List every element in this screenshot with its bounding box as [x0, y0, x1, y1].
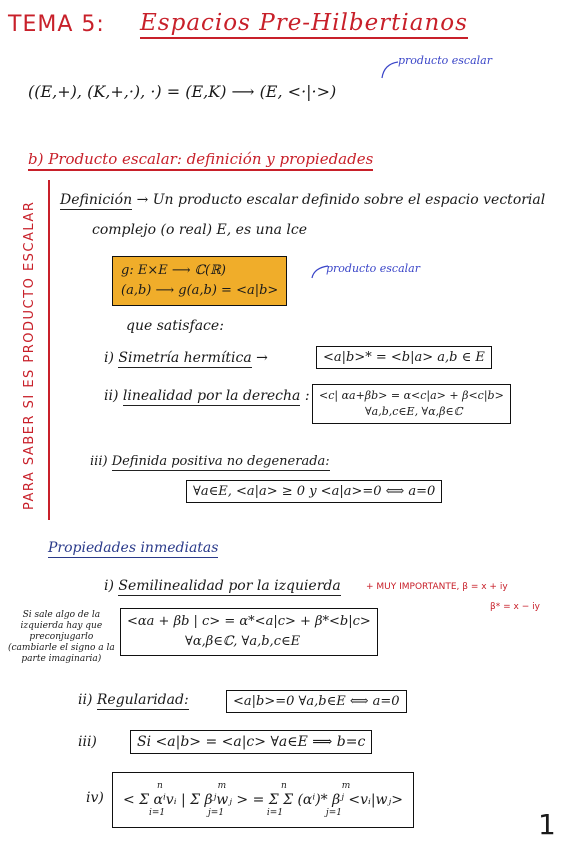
imm-iii-formula: Si <a|b> = <a|c> ∀a∈E ⟹ b=c: [130, 730, 372, 754]
side-bracket: [48, 180, 50, 520]
imm-iv-num: iv): [86, 790, 104, 806]
imm-iii-num: iii): [78, 734, 97, 750]
header-note-arrow: [378, 60, 402, 80]
imm-i-note1: + MUY IMPORTANTE, β = x + iy: [366, 582, 508, 592]
imm-i-note2: β* = x − iy: [490, 602, 540, 612]
header-formula: ((E,+), (K,+,·), ·) = (E,K) ⟶ (E, <·|·>): [28, 82, 337, 101]
prop-i: i) Simetría hermítica →: [104, 350, 268, 366]
page-title: Espacios Pre-Hilbertianos: [140, 10, 468, 39]
satisfies-text: que satisface:: [126, 318, 224, 334]
immediate-heading: Propiedades inmediatas: [48, 540, 219, 556]
imm-iv-formula: n m n m < Σ αⁱvᵢ | Σ βʲwⱼ > = Σ Σ (αⁱ)* βʲ <vᵢ|wⱼ> i=1 j=1 i=1 j=1: [112, 772, 414, 828]
imm-i: i) Semilinealidad por la izquierda: [104, 578, 341, 594]
imm-i-side-note: Si sale algo de la izquierda hay que preconjugarlo (cambiarle el signo a la parte imaginaria): [8, 610, 115, 664]
prop-i-formula: <a|b>* = <b|a> a,b ∈ E: [316, 346, 492, 369]
imm-iv-upper: n m n m: [157, 781, 351, 791]
imm-iv-lower: i=1 j=1 i=1 j=1: [149, 808, 342, 818]
prop-iii-formula: ∀a∈E, <a|a> ≥ 0 y <a|a>=0 ⟺ a=0: [186, 480, 442, 503]
definition-line2: complejo (o real) E, es una lce: [92, 222, 308, 238]
section-b-heading: b) Producto escalar: definición y propiedades: [28, 150, 373, 171]
header-note: producto escalar: [398, 54, 492, 67]
prop-ii: ii) linealidad por la derecha :: [104, 388, 310, 404]
title-prefix: TEMA 5:: [8, 12, 105, 37]
prop-ii-formula: <c| αa+βb> = α<c|a> + β<c|b> ∀a,b,c∈E, ∀α,β∈ℂ: [312, 384, 511, 424]
imm-ii: ii) Regularidad:: [78, 692, 189, 708]
definition-line1: Definición → Un producto escalar definido sobre el espacio vectorial: [60, 192, 546, 208]
side-note: PARA SABER SI ES PRODUCTO ESCALAR: [22, 200, 37, 510]
definition-box: g: E×E ⟶ ℂ(ℝ) (a,b) ⟶ g(a,b) = <a|b>: [112, 256, 287, 306]
prop-iii: iii) Definida positiva no degenerada:: [90, 454, 330, 469]
imm-ii-formula: <a|b>=0 ∀a,b∈E ⟺ a=0: [226, 690, 407, 713]
imm-i-formula: <αa + βb | c> = α*<a|c> + β*<b|c> ∀α,β∈ℂ, ∀a,b,c∈E: [120, 608, 378, 656]
box-note: producto escalar: [326, 262, 420, 275]
page-number: 1: [538, 808, 556, 841]
